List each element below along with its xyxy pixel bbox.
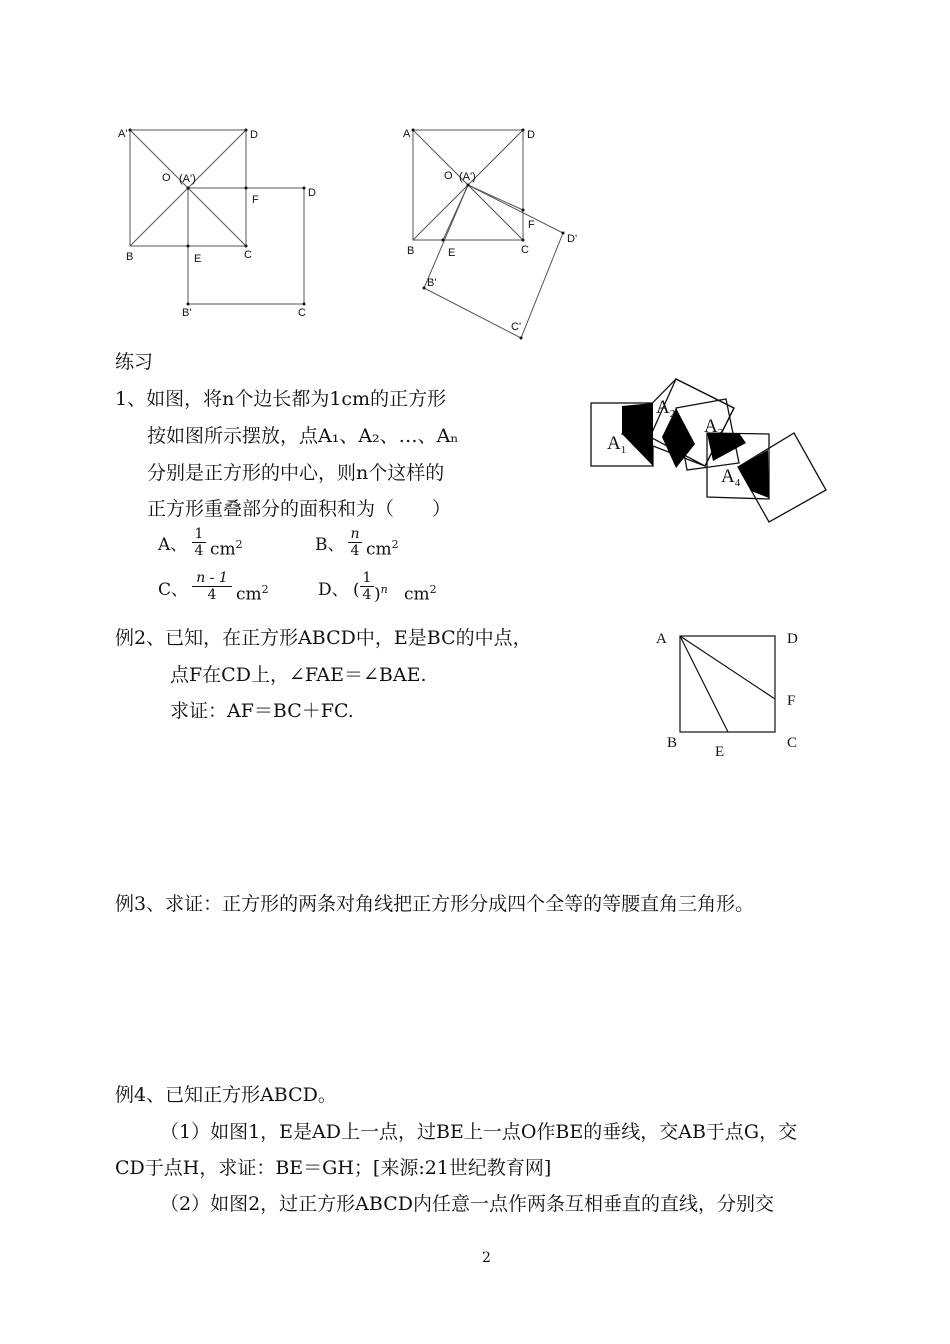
- figure-overlapping-squares: [580, 370, 840, 530]
- example4-line1: 例4、已知正方形ABCD。: [115, 1084, 337, 1106]
- label-e: E: [448, 247, 456, 259]
- option-a-denominator: 4: [194, 543, 204, 559]
- option-b-label: B、: [315, 535, 345, 555]
- label-o: O: [162, 172, 171, 184]
- option-d-fraction: [360, 570, 374, 603]
- label-c-prime: C': [511, 321, 522, 333]
- label-c: C: [521, 244, 529, 256]
- label-f: F: [787, 693, 796, 709]
- label-f: F: [252, 194, 259, 206]
- label-d: D: [787, 631, 798, 647]
- label-b-prime: B': [427, 277, 437, 289]
- figure-square-abcd: [650, 625, 810, 765]
- example2-line2: 点F在CD上，∠FAE＝∠BAE.: [170, 664, 427, 686]
- label-b-prime: B': [182, 307, 192, 319]
- example4-line4: （2）如图2，过正方形ABCD内任意一点作两条互相垂直的直线，分别交: [160, 1193, 774, 1215]
- option-b-numerator: n: [348, 526, 362, 543]
- exercise1-line2: 按如图所示摆放，点A₁、A₂、…、Aₙ: [147, 425, 459, 447]
- label-e: E: [715, 744, 725, 760]
- label-a2: $A_2$: [656, 397, 676, 420]
- label-d: D: [527, 129, 535, 141]
- option-b-unit: $cm^2$: [366, 538, 399, 560]
- option-c-fraction: [192, 570, 232, 603]
- label-d: D: [250, 129, 258, 141]
- label-b: B: [667, 735, 678, 751]
- option-a-fraction: [192, 526, 206, 559]
- exercise1-line1: 1、如图，将n个边长都为1cm的正方形: [115, 388, 447, 410]
- figure-square-rotation-2: [395, 120, 595, 345]
- example4-line3: CD于点H，求证：BE＝GH；[来源:21世纪教育网]: [115, 1157, 552, 1179]
- label-c-outer: C: [298, 307, 306, 319]
- label-a3: $A_3$: [704, 416, 724, 439]
- page-number: 2: [482, 1250, 491, 1266]
- label-o: O: [444, 170, 453, 182]
- label-c: C: [787, 735, 798, 751]
- label-b: B: [407, 245, 415, 257]
- figure-square-rotation-1: [110, 120, 330, 320]
- label-f: F: [528, 219, 535, 231]
- option-d-denominator: 4: [362, 587, 372, 603]
- label-o-a-prime: (A'): [179, 173, 196, 185]
- option-c-numerator: n - 1: [192, 570, 232, 587]
- label-a: A: [656, 631, 667, 647]
- label-a: A: [403, 128, 411, 140]
- option-d-open-paren: (: [353, 580, 360, 600]
- option-a-unit: $cm^2$: [210, 538, 243, 560]
- example2-line3: 求证：AF＝BC＋FC.: [170, 700, 354, 722]
- option-a-numerator: 1: [192, 526, 206, 543]
- label-e: E: [194, 253, 202, 265]
- example4-line2: （1）如图1，E是AD上一点，过BE上一点O作BE的垂线，交AB于点G，交: [160, 1121, 798, 1143]
- section-title: 练习: [115, 351, 154, 373]
- option-a-label: A、: [158, 535, 188, 555]
- option-d-label: D、: [318, 580, 349, 600]
- option-b-denominator: 4: [350, 543, 360, 559]
- option-d-close-paren: )$^n$: [374, 583, 388, 605]
- option-c-unit: $cm^2$: [236, 583, 269, 605]
- option-d-unit: $cm^2$: [404, 583, 437, 605]
- label-c: C: [244, 249, 252, 261]
- label-b: B: [126, 251, 134, 263]
- label-o-a-prime: (A'): [459, 171, 476, 183]
- label-a1: $A_1$: [607, 433, 627, 456]
- exercise1-line4: 正方形重叠部分的面积和为（ ）: [147, 498, 452, 520]
- label-d-prime: D': [567, 233, 578, 245]
- label-a-prime: A': [118, 128, 128, 140]
- label-d-outer: D: [308, 187, 316, 199]
- example3-line1: 例3、求证：正方形的两条对角线把正方形分成四个全等的等腰直角三角形。: [115, 893, 755, 915]
- option-b-fraction: [348, 526, 362, 559]
- example2-line1: 例2、已知，在正方形ABCD中，E是BC的中点，: [115, 627, 532, 649]
- label-a4: $A_4$: [721, 466, 741, 489]
- exercise1-line3: 分别是正方形的中心，则n个这样的: [147, 462, 445, 484]
- option-c-label: C、: [158, 580, 189, 600]
- option-d-numerator: 1: [360, 570, 374, 587]
- option-c-denominator: 4: [207, 587, 217, 603]
